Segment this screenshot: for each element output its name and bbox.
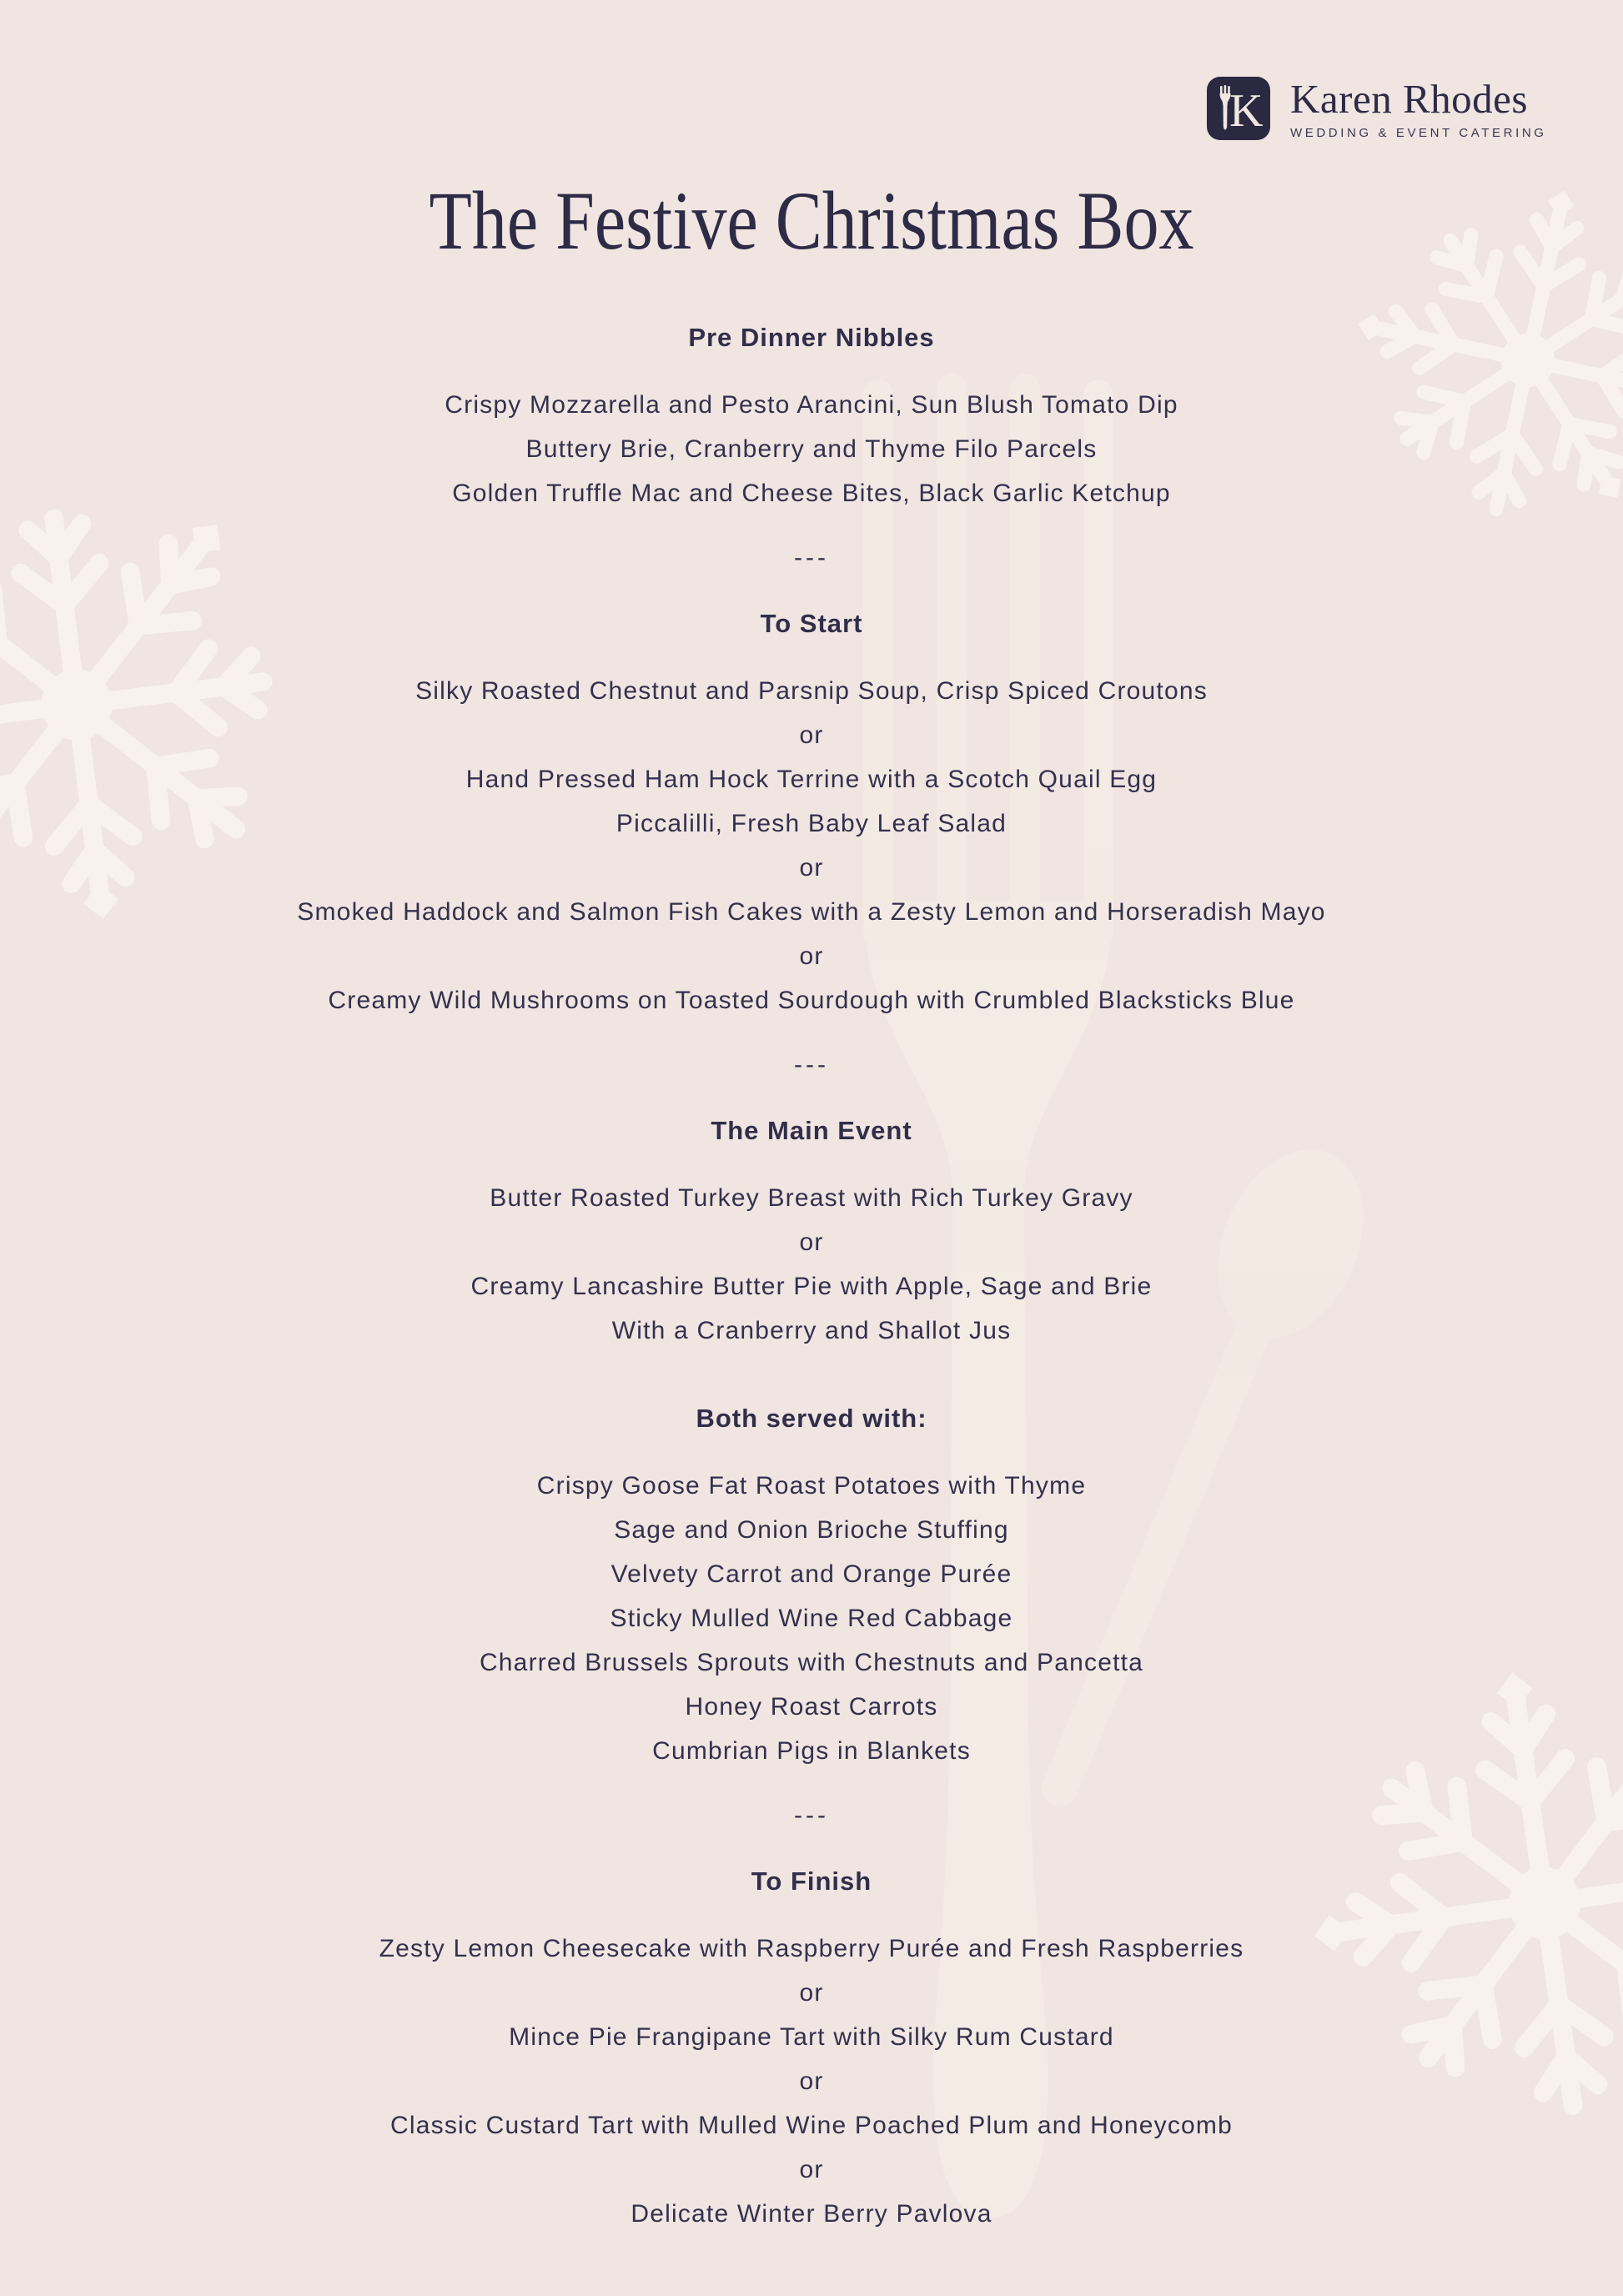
brand-text [1290,77,1547,140]
menu-item: Golden Truffle Mac and Cheese Bites, Black Garlic Ketchup [452,480,1171,507]
brand-header [1207,77,1547,140]
monogram-letter: K [1229,85,1264,137]
menu-item: Sticky Mulled Wine Red Cabbage [610,1605,1013,1632]
section-heading: Pre Dinner Nibbles [688,323,935,352]
menu-section [0,601,1623,1087]
menu-item: Creamy Wild Mushrooms on Toasted Sourdough with Crumbled Blacksticks Blue [328,987,1295,1014]
menu-item: Velvety Carrot and Orange Purée [611,1560,1012,1588]
or-separator: or [799,721,824,749]
menu-section [0,1859,1623,2236]
brand-name: Karen Rhodes [1290,76,1528,122]
menu-item: Sage and Onion Brioche Stuffing [614,1516,1009,1544]
menu-item: Zesty Lemon Cheesecake with Raspberry Purée and Fresh Raspberries [379,1935,1244,1962]
menu-item: Crispy Goose Fat Roast Potatoes with Thyme [536,1472,1087,1500]
menu-item: Crispy Mozzarella and Pesto Arancini, Sun Blush Tomato Dip [445,391,1178,419]
or-separator: or [799,1228,824,1256]
brand-monogram-icon [1207,77,1270,140]
section-heading: Both served with: [696,1404,927,1433]
menu-item: Cumbrian Pigs in Blankets [652,1737,971,1765]
or-separator: or [799,2067,824,2095]
or-separator: or [799,2156,824,2183]
or-separator: or [799,854,824,882]
menu-item: Piccalilli, Fresh Baby Leaf Salad [616,810,1007,837]
brand-tagline: WEDDING & EVENT CATERING [1290,126,1547,140]
menu-item: Mince Pie Frangipane Tart with Silky Rum Custard [509,2023,1114,2051]
brand-logo [1207,77,1270,140]
section-divider: --- [794,1051,829,1078]
menu-item: Buttery Brie, Cranberry and Thyme Filo Parcels [525,435,1098,463]
menu-item: Delicate Winter Berry Pavlova [631,2200,992,2228]
menu-item: Classic Custard Tart with Mulled Wine Poached Plum and Honeycomb [390,2112,1233,2139]
section-heading: To Start [760,609,863,638]
menu-content [0,315,1623,2236]
menu-section [0,1396,1623,1837]
menu-section [0,315,1623,580]
menu-item: Creamy Lancashire Butter Pie with Apple, Sage and Brie [470,1273,1153,1300]
menu-item: Silky Roasted Chestnut and Parsnip Soup, Crisp Spiced Croutons [415,677,1208,705]
or-separator: or [799,942,824,970]
menu-item: Smoked Haddock and Salmon Fish Cakes with a Zesty Lemon and Horseradish Mayo [297,898,1326,926]
menu-item: Butter Roasted Turkey Breast with Rich Turkey Gravy [490,1184,1133,1212]
menu-item: Hand Pressed Ham Hock Terrine with a Scotch Quail Egg [465,766,1158,793]
menu-section [0,1108,1623,1353]
menu-item: Honey Roast Carrots [685,1693,938,1721]
section-heading: The Main Event [711,1116,912,1145]
section-heading: To Finish [751,1866,872,1896]
page-title: The Festive Christmas Box [429,174,1194,267]
section-divider: --- [794,544,829,571]
or-separator: or [799,1979,824,2007]
menu-item: Charred Brussels Sprouts with Chestnuts and Pancetta [479,1649,1144,1676]
menu-item: With a Cranberry and Shallot Jus [611,1317,1012,1344]
section-divider: --- [794,1801,829,1829]
